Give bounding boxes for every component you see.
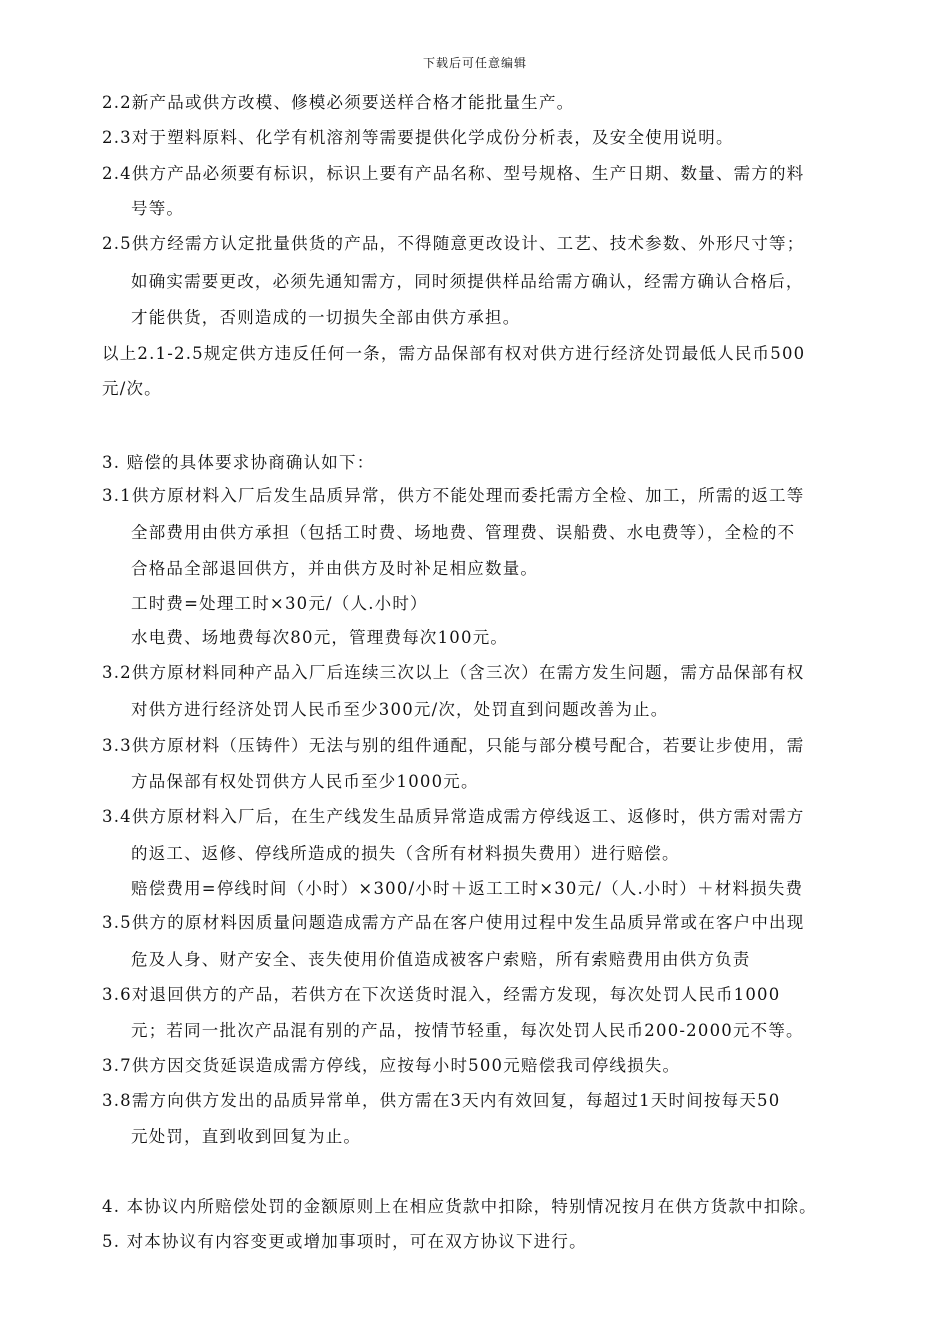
text-line: 元；若同一批次产品混有别的产品，按情节轻重，每次处罚人民币200-2000元不等。 (131, 1021, 804, 1040)
text-line: 的返工、返修、停线所造成的损失（含所有材料损失费用）进行赔偿。 (131, 844, 680, 863)
text-line: 如确实需要更改，必须先通知需方，同时须提供样品给需方确认，经需方确认合格后， (131, 272, 804, 291)
section-heading: 3. 赔偿的具体要求协商确认如下： (102, 453, 375, 472)
text-line: 赔偿费用=停线时间（小时）×300/小时＋返工工时×30元/（人.小时）＋材料损失费 (131, 879, 804, 898)
text-line: 对供方进行经济处罚人民币至少300元/次，处罚直到问题改善为止。 (131, 700, 669, 719)
text-line: 3.4供方原材料入厂后，在生产线发生品质异常造成需方停线返工、返修时，供方需对需方 (102, 807, 805, 826)
text-line: 合格品全部退回供方，并由供方及时补足相应数量。 (131, 559, 539, 578)
text-line: 元/次。 (102, 379, 162, 398)
text-line: 元处罚，直到收到回复为止。 (131, 1127, 362, 1146)
text-line: 3.2供方原材料同种产品入厂后连续三次以上（含三次）在需方发生问题，需方品保部有权 (102, 663, 805, 682)
text-line: 才能供货，否则造成的一切损失全部由供方承担。 (131, 308, 521, 327)
text-line: 3.3供方原材料（压铸件）无法与别的组件通配，只能与部分模号配合，若要让步使用，需 (102, 736, 805, 755)
text-line: 3.6对退回供方的产品，若供方在下次送货时混入，经需方发现，每次处罚人民币1000 (102, 985, 781, 1004)
text-line: 危及人身、财产安全、丧失使用价值造成被客户索赔，所有索赔费用由供方负责 (131, 950, 751, 969)
text-line: 工时费=处理工时×30元/（人.小时） (131, 594, 428, 613)
text-line: 3.5供方的原材料因质量问题造成需方产品在客户使用过程中发生品质异常或在客户中出现 (102, 913, 805, 932)
page-header: 下载后可任意编辑 (422, 56, 527, 70)
text-line: 以上2.1-2.5规定供方违反任何一条，需方品保部有权对供方进行经济处罚最低人民币500 (102, 344, 806, 363)
text-line: 2.2新产品或供方改模、修模必须要送样合格才能批量生产。 (102, 93, 575, 112)
text-line: 方品保部有权处罚供方人民币至少1000元。 (131, 772, 479, 791)
text-line: 4. 本协议内所赔偿处罚的金额原则上在相应货款中扣除，特别情况按月在供方货款中扣除。 (102, 1197, 817, 1216)
text-line: 全部费用由供方承担（包括工时费、场地费、管理费、误船费、水电费等），全检的不 (131, 523, 796, 542)
text-line: 3.8需方向供方发出的品质异常单，供方需在3天内有效回复，每超过1天时间按每天50 (102, 1091, 781, 1110)
text-line: 3.1供方原材料入厂后发生品质异常，供方不能处理而委托需方全检、加工，所需的返工等 (102, 486, 805, 505)
text-line: 3.7供方因交货延误造成需方停线，应按每小时500元赔偿我司停线损失。 (102, 1056, 681, 1075)
text-line: 2.5供方经需方认定批量供货的产品，不得随意更改设计、工艺、技术参数、外形尺寸等； (102, 234, 805, 253)
text-line: 水电费、场地费每次80元，管理费每次100元。 (131, 628, 509, 647)
text-line: 2.3对于塑料原料、化学有机溶剂等需要提供化学成份分析表，及安全使用说明。 (102, 128, 734, 147)
text-line: 5. 对本协议有内容变更或增加事项时，可在双方协议下进行。 (102, 1232, 587, 1251)
text-line: 号等。 (131, 199, 185, 218)
text-line: 2.4供方产品必须要有标识，标识上要有产品名称、型号规格、生产日期、数量、需方的料 (102, 164, 805, 183)
